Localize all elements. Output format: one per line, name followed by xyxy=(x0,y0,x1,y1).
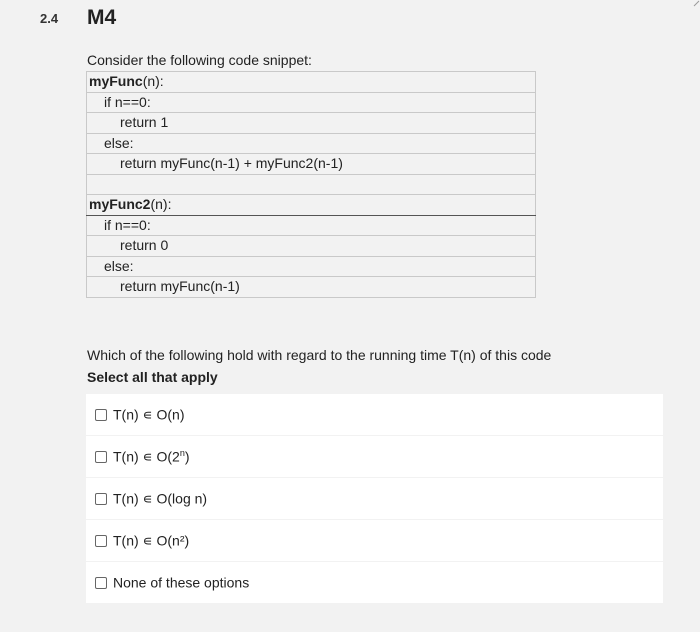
code-cell xyxy=(87,72,536,93)
option-label: T(n) ∊ O(log n) xyxy=(113,490,208,507)
code-line: if n==0: xyxy=(87,215,536,236)
func2-name: myFunc2 xyxy=(89,196,151,213)
option-checkbox[interactable] xyxy=(95,409,107,421)
code-cell xyxy=(87,195,536,216)
question-prompt: Which of the following hold with regard to the running time T(n) of this code xyxy=(87,347,552,363)
code-line: return myFunc(n-1) + myFunc2(n-1) xyxy=(87,154,536,175)
question-intro: Consider the following code snippet: xyxy=(87,52,312,68)
question-title: M4 xyxy=(87,6,117,29)
option-o-log-n[interactable] xyxy=(86,478,663,519)
option-o-2-pow-n[interactable] xyxy=(86,436,663,477)
option-none[interactable] xyxy=(86,562,663,603)
code-cell-blank xyxy=(87,174,536,195)
code-row xyxy=(87,215,536,236)
option-checkbox[interactable] xyxy=(95,535,107,547)
question-number: 2.4 xyxy=(40,11,59,26)
code-snippet-table xyxy=(86,71,536,298)
code-line: return 1 xyxy=(87,113,536,134)
code-row xyxy=(87,236,536,257)
code-row xyxy=(87,154,536,175)
option-checkbox[interactable] xyxy=(95,577,107,589)
question-instruction: Select all that apply xyxy=(87,369,218,385)
code-line: else: xyxy=(87,256,536,277)
code-line: if n==0: xyxy=(87,92,536,113)
corner-arrow-icon xyxy=(692,0,700,8)
option-checkbox[interactable] xyxy=(95,493,107,505)
func1-name: myFunc xyxy=(89,73,143,90)
code-row xyxy=(87,113,536,134)
code-line: else: xyxy=(87,133,536,154)
option-label: T(n) ∊ O(n²) xyxy=(113,532,190,549)
code-row-blank xyxy=(87,174,536,195)
code-row xyxy=(87,133,536,154)
option-label: T(n) ∊ O(n) xyxy=(113,406,185,423)
option-label: None of these options xyxy=(113,574,250,591)
option-o-n[interactable] xyxy=(86,394,663,435)
code-line: return myFunc(n-1) xyxy=(87,277,536,298)
code-line: return 0 xyxy=(87,236,536,257)
func2-signature: (n): xyxy=(150,196,172,213)
answer-options xyxy=(86,394,663,604)
code-row xyxy=(87,195,536,216)
code-row xyxy=(87,92,536,113)
option-label: T(n) ∊ O(2$^n$) xyxy=(113,447,190,465)
option-checkbox[interactable] xyxy=(95,451,107,463)
code-row xyxy=(87,277,536,298)
option-o-n-squared[interactable] xyxy=(86,520,663,561)
func1-signature: (n): xyxy=(142,73,164,90)
code-row xyxy=(87,72,536,93)
code-row xyxy=(87,256,536,277)
